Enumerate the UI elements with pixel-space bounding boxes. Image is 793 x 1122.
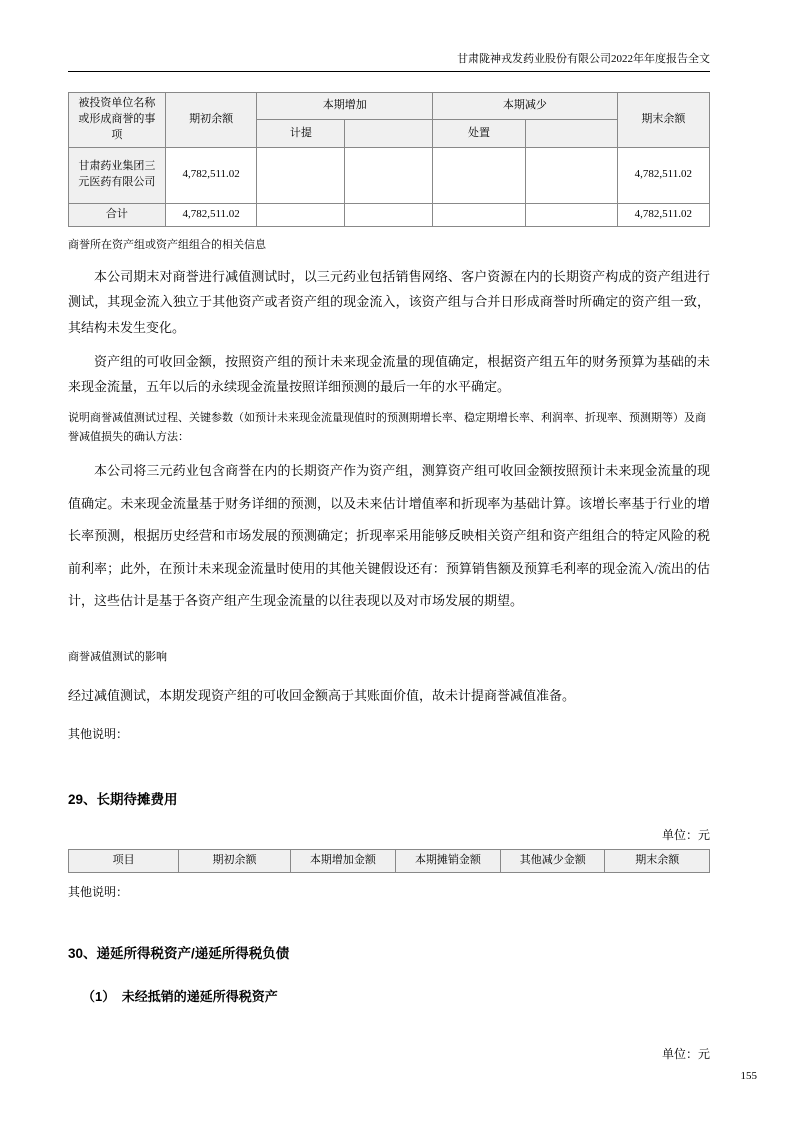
paragraph-recoverable-amount: 资产组的可收回金额，按照资产组的预计未来现金流量的现值确定，根据资产组五年的财务预算为基础的未来现金流量，五年以后的永续现金流量按照详细预测的最后一年的水平确定。	[68, 354, 710, 395]
total-beginning-balance: 4,782,511.02	[165, 203, 257, 226]
paragraph-method-detail: 本公司将三元药业包含商誉在内的长期资产作为资产组，测算资产组可收回金额按照预计未来现金流量的现值确定。未来现金流量基于财务详细的预测，以及未来估计增值率和折现率为基础计算。该增长率基于行业的增长率预测，根据历史经营和市场发展的预测确定；折现率采用能够反映相关资产组和资产组组合的特定风险的税前利率；此外，在预计未来现金流量时使用的其他关键假设还有：预算销售额及预算毛利率的现金流入/流出的估计，这些估计是基于各资产组产生现金流量的以往表现以及对市场发展的期望。	[68, 463, 710, 609]
total-increase-other	[345, 203, 433, 226]
section-29-heading: 29、长期待摊费用	[68, 791, 178, 807]
unit-label-1: 单位：元	[661, 827, 710, 842]
table-row-total	[69, 203, 710, 226]
paragraph-impairment-result: 经过减值测试，本期发现资产组的可收回金额高于其账面价值，故未计提商誉减值准备。	[68, 687, 576, 703]
total-decrease-disposal	[433, 203, 526, 226]
row-increase-provision	[257, 147, 345, 203]
row-decrease-other	[526, 147, 618, 203]
table-row	[69, 147, 710, 203]
section-30-sub-heading-1: （1） 未经抵销的递延所得税资产	[82, 988, 278, 1004]
paragraph-impairment-test: 本公司期末对商誉进行减值测试时，以三元药业包括销售网络、客户资源在内的长期资产构成的资产组进行测试，其现金流入独立于其他资产或者资产组的现金流入，该资产组与合并日形成商誉时所确定的资产组一致，其结构未发生变化。	[68, 269, 710, 335]
total-increase-provision	[257, 203, 345, 226]
long-term-prepaid-expenses-table	[68, 849, 710, 873]
row-item-name: 甘肃药业集团三元医药有限公司	[69, 147, 166, 203]
unit-label-2: 单位：元	[661, 1046, 710, 1061]
col-header-decrease: 本期减少	[433, 93, 618, 120]
col-header-item: 被投资单位名称或形成商誉的事项	[69, 93, 166, 148]
goodwill-table	[68, 92, 710, 227]
col-header-beginning-balance: 期初余额	[165, 93, 257, 148]
document-header: 甘肃陇神戎发药业股份有限公司2022年年度报告全文	[68, 50, 710, 72]
total-decrease-other	[526, 203, 618, 226]
section-30-heading: 30、递延所得税资产/递延所得税负债	[68, 945, 290, 961]
col-header-ending-balance: 期末余额	[605, 849, 710, 872]
total-ending-balance: 4,782,511.02	[617, 203, 709, 226]
row-ending-balance: 4,782,511.02	[617, 147, 709, 203]
col-header-increase: 本期增加	[257, 93, 433, 120]
col-header-project: 项目	[69, 849, 179, 872]
row-increase-other	[345, 147, 433, 203]
col-header-ending-balance: 期末余额	[617, 93, 709, 148]
total-label: 合计	[69, 203, 166, 226]
col-header-increase-amount: 本期增加金额	[290, 849, 395, 872]
related-info-label: 商誉所在资产组或资产组组合的相关信息	[68, 238, 266, 251]
method-note-label: 说明商誉减值测试过程、关键参数（如预计未来现金流量现值时的预测期增长率、稳定期增长率、利润率、折现率、预测期等）及商誉减值损失的确认方法：	[68, 411, 706, 443]
row-beginning-balance: 4,782,511.02	[165, 147, 257, 203]
other-note-1: 其他说明：	[68, 726, 129, 741]
col-header-beginning-balance: 期初余额	[179, 849, 291, 872]
report-page	[68, 50, 710, 1062]
col-header-other-decrease: 其他减少金额	[501, 849, 605, 872]
subcol-header-provision: 计提	[257, 120, 345, 147]
subcol-header-disposal: 处置	[433, 120, 526, 147]
row-decrease-disposal	[433, 147, 526, 203]
page-number: 155	[740, 1070, 757, 1082]
col-header-amortization-amount: 本期摊销金额	[395, 849, 500, 872]
other-note-2: 其他说明：	[68, 884, 129, 899]
impact-label: 商誉减值测试的影响	[68, 650, 167, 663]
subcol-header-increase-other	[345, 120, 433, 147]
subcol-header-decrease-other	[526, 120, 618, 147]
